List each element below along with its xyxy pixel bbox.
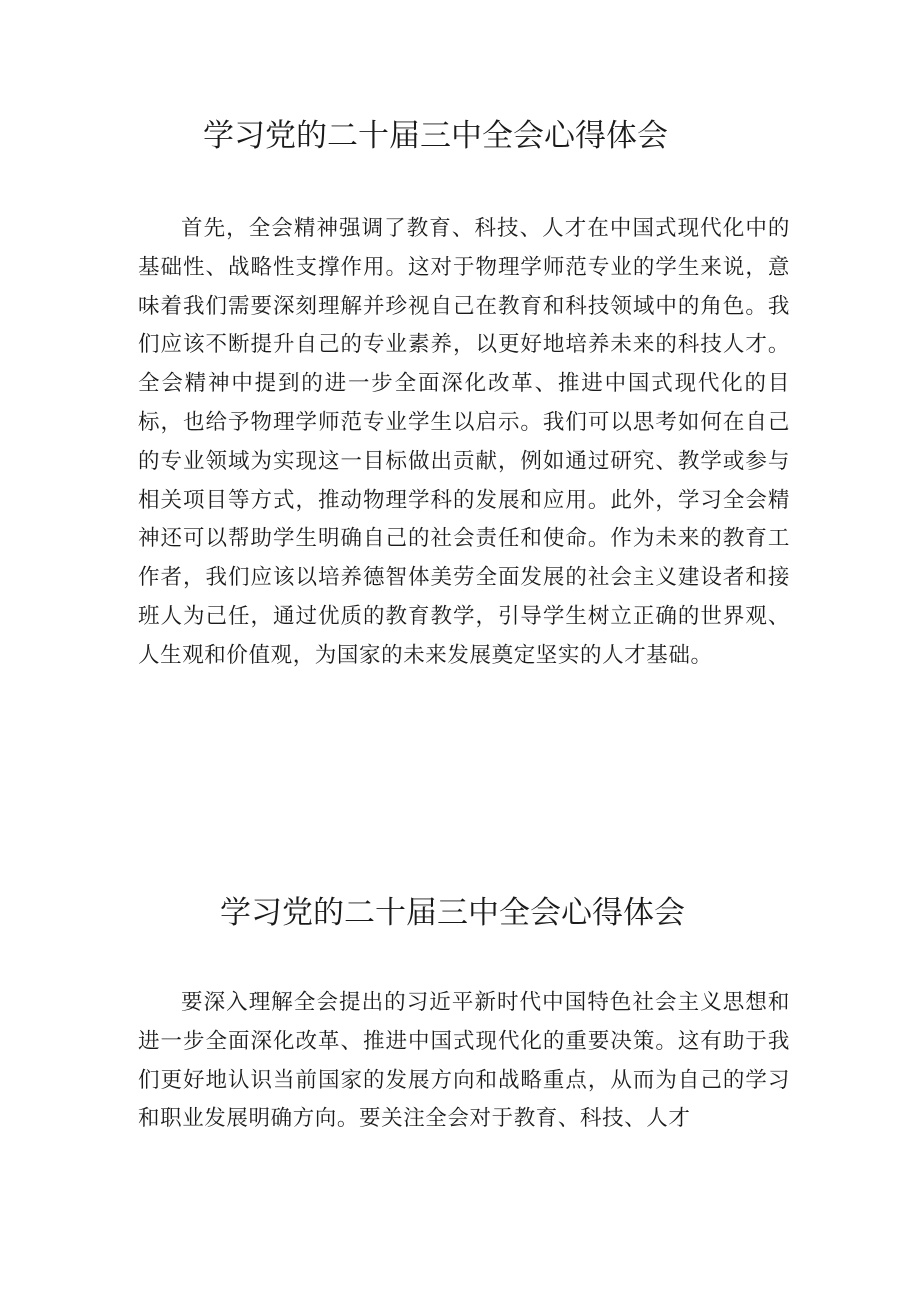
section-2-title: 学习党的二十届三中全会心得体会 <box>220 895 685 931</box>
section-2-paragraph: 要深入理解全会提出的习近平新时代中国特色社会主义思想和进一步全面深化改革、推进中国式现代化的重要决策。这有助于我们更好地认识当前国家的发展方向和战略重点，从而为自己的学习和职业发展明确方向。要关注全会对于教育、科技、人才 <box>138 990 790 1132</box>
section-1-paragraph: 首先，全会精神强调了教育、科技、人才在中国式现代化中的基础性、战略性支撑作用。这对于物理学师范专业的学生来说，意味着我们需要深刻理解并珍视自己在教育和科技领域中的角色。我们应该不断提升自己的专业素养，以更好地培养未来的科技人才。全会精神中提到的进一步全面深化改革、推进中国式现代化的目标，也给予物理学师范专业学生以启示。我们可以思考如何在自己的专业领域为实现这一目标做出贡献，例如通过研究、教学或参与相关项目等方式，推动物理学科的发展和应用。此外，学习全会精神还可以帮助学生明确自己的社会责任和使命。作为未来的教育工作者，我们应该以培养德智体美劳全面发展的社会主义建设者和接班人为己任，通过优质的教育教学，引导学生树立正确的世界观、人生观和价值观，为国家的未来发展奠定坚实的人才基础。 <box>138 216 790 668</box>
section-1-title: 学习党的二十届三中全会心得体会 <box>203 118 668 154</box>
